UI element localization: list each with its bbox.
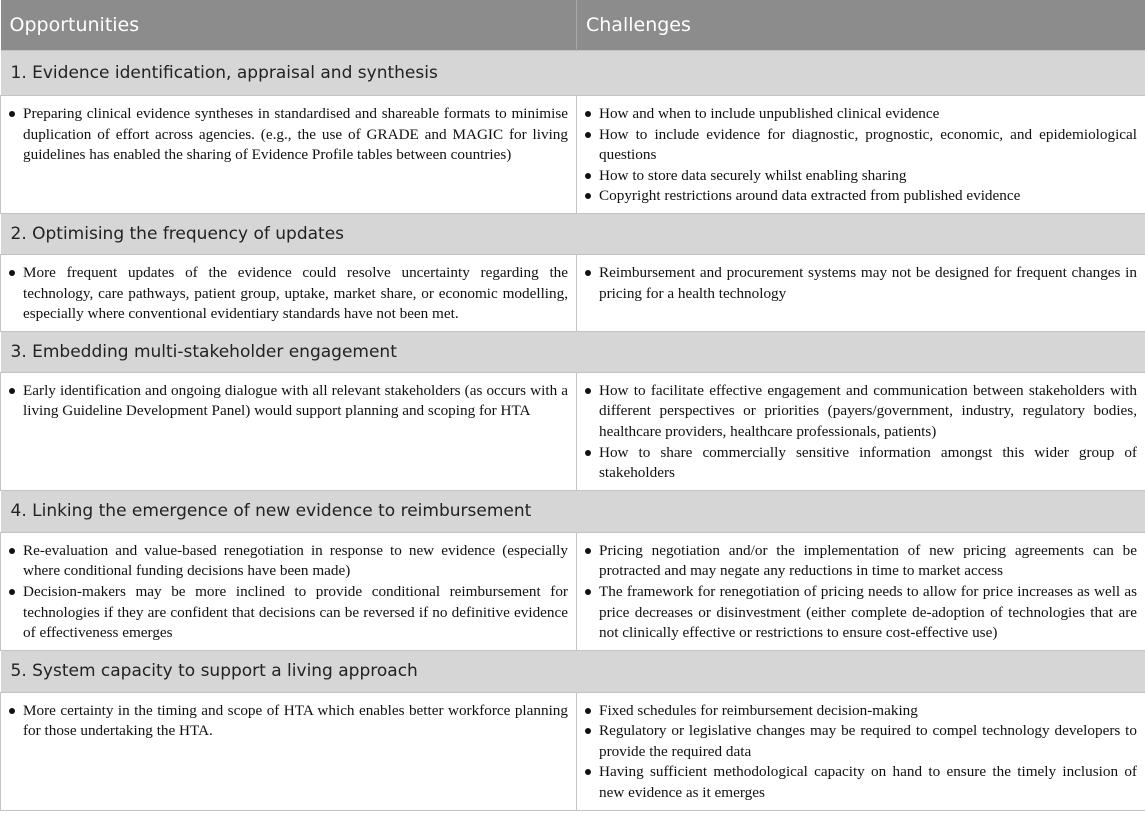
section-title: 5. System capacity to support a living approach: [1, 650, 1145, 692]
opportunities-cell: [1, 372, 577, 490]
list-item: Pricing negotiation and/or the implementation of new pricing agreements can be protracted and may negate any reductions in time to market access: [583, 541, 1137, 582]
list-item: The framework for renegotiation of pricing needs to allow for price increases as well as price decreases or disinvestment (either complete de-adoption of technologies that are not clinically effective or restrictions to ensure cost-effective use): [583, 582, 1137, 644]
opportunities-list: [7, 381, 568, 422]
list-item: Preparing clinical evidence syntheses in standardised and shareable formats to minimise duplication of effort across agencies. (e.g., the use of GRADE and MAGIC for living guidelines has enabled the sharing of Evidence Profile tables between countries): [7, 104, 568, 166]
list-item: Re-evaluation and value-based renegotiation in response to new evidence (especially where conditional funding decisions have been made): [7, 541, 568, 582]
challenges-list: [583, 701, 1137, 804]
list-item: Early identification and ongoing dialogue with all relevant stakeholders (as occurs with a living Guideline Development Panel) would support planning and scoping for HTA: [7, 381, 568, 422]
list-item: Fixed schedules for reimbursement decision-making: [583, 701, 1137, 722]
section-title: 4. Linking the emergence of new evidence to reimbursement: [1, 490, 1145, 532]
opportunities-list: [7, 541, 568, 644]
opportunities-cell: [1, 692, 577, 810]
column-header-opportunities: Opportunities: [1, 0, 577, 51]
column-header-challenges: Challenges: [577, 0, 1145, 51]
list-item: Having sufficient methodological capacity on hand to ensure the timely inclusion of new evidence as it emerges: [583, 762, 1137, 803]
challenges-list: [583, 381, 1137, 484]
challenges-cell: [577, 532, 1145, 650]
list-item: More frequent updates of the evidence could resolve uncertainty regarding the technology, care pathways, patient group, uptake, market share, or economic modelling, especially where conventional evidentiary standards have not been met.: [7, 263, 568, 325]
challenges-cell: [577, 692, 1145, 810]
opportunities-list: [7, 104, 568, 166]
section-title: 1. Evidence identification, appraisal and synthesis: [1, 51, 1145, 96]
list-item: How to store data securely whilst enabling sharing: [583, 166, 1137, 187]
list-item: Copyright restrictions around data extracted from published evidence: [583, 186, 1137, 207]
challenges-cell: [577, 254, 1145, 331]
list-item: Decision-makers may be more inclined to provide conditional reimbursement for technologies if they are confident that decisions can be reversed if no definitive evidence of effectiveness emerges: [7, 582, 568, 644]
list-item: More certainty in the timing and scope of HTA which enables better workforce planning for those undertaking the HTA.: [7, 701, 568, 742]
list-item: How to include evidence for diagnostic, prognostic, economic, and epidemiological questions: [583, 125, 1137, 166]
section-title: 2. Optimising the frequency of updates: [1, 213, 1145, 254]
opportunities-list: [7, 263, 568, 325]
list-item: Regulatory or legislative changes may be required to compel technology developers to provide the required data: [583, 721, 1137, 762]
list-item: How and when to include unpublished clinical evidence: [583, 104, 1137, 125]
challenges-list: [583, 263, 1137, 304]
list-item: Reimbursement and procurement systems may not be designed for frequent changes in pricing for a health technology: [583, 263, 1137, 304]
section-title: 3. Embedding multi-stakeholder engagement: [1, 331, 1145, 372]
challenges-list: [583, 104, 1137, 207]
challenges-cell: [577, 372, 1145, 490]
opportunities-cell: [1, 96, 577, 214]
challenges-list: [583, 541, 1137, 644]
opportunities-cell: [1, 254, 577, 331]
challenges-cell: [577, 96, 1145, 214]
opportunities-cell: [1, 532, 577, 650]
opportunities-list: [7, 701, 568, 742]
list-item: How to share commercially sensitive information amongst this wider group of stakeholders: [583, 443, 1137, 484]
list-item: How to facilitate effective engagement and communication between stakeholders with different perspectives or priorities (payers/government, industry, regulatory bodies, healthcare providers, healthcare professionals, patients): [583, 381, 1137, 443]
